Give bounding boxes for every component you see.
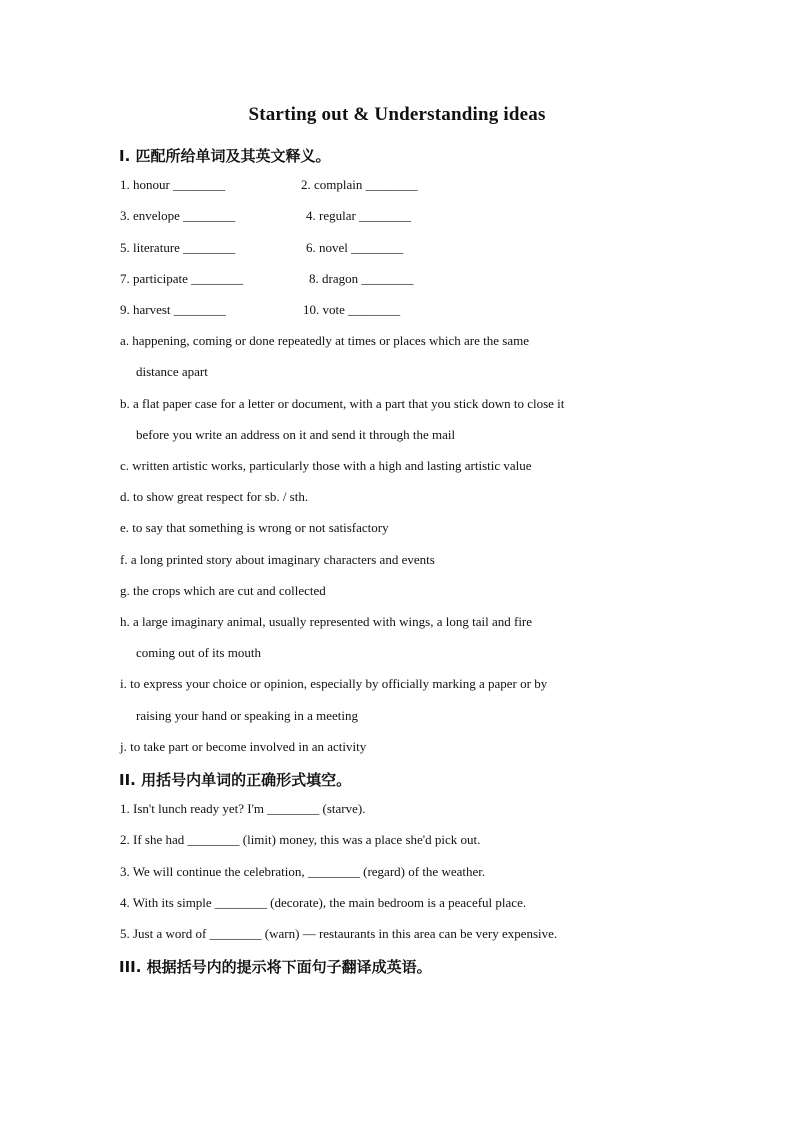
word-item-7: 7. participate ________ bbox=[120, 271, 244, 286]
definition-f: f. a long printed story about imaginary characters and events bbox=[120, 552, 435, 567]
definition-a: a. happening, coming or done repeatedly at times or places which are the same bbox=[120, 333, 529, 348]
definition-h: h. a large imaginary animal, usually represented with wings, a long tail and fire bbox=[120, 614, 533, 629]
page-title: Starting out & Understanding ideas bbox=[248, 104, 546, 125]
word-item-8: 8. dragon ________ bbox=[309, 271, 414, 286]
section-2-heading: II. 用括号内单词的正确形式填空。 bbox=[119, 771, 352, 789]
definition-a-cont: distance apart bbox=[136, 364, 208, 379]
definition-j: j. to take part or become involved in an activity bbox=[120, 739, 367, 754]
definition-h-cont: coming out of its mouth bbox=[136, 645, 261, 660]
fill-item-3: 3. We will continue the celebration, ________ (regard) of the weather. bbox=[120, 864, 486, 879]
word-item-6: 6. novel ________ bbox=[306, 240, 404, 255]
definition-d: d. to show great respect for sb. / sth. bbox=[120, 489, 309, 504]
definition-i-cont: raising your hand or speaking in a meeting bbox=[136, 708, 359, 723]
word-item-2: 2. complain ________ bbox=[301, 177, 418, 192]
definition-g: g. the crops which are cut and collected bbox=[120, 583, 326, 598]
word-item-9: 9. harvest ________ bbox=[120, 302, 226, 317]
definition-e: e. to say that something is wrong or not satisfactory bbox=[120, 520, 389, 535]
section-3-heading: III. 根据括号内的提示将下面句子翻译成英语。 bbox=[119, 958, 432, 976]
fill-item-4: 4. With its simple ________ (decorate), the main bedroom is a peaceful place. bbox=[120, 895, 527, 910]
section-1-heading: I. 匹配所给单词及其英文释义。 bbox=[119, 147, 331, 165]
definition-b: b. a flat paper case for a letter or document, with a part that you stick down to close it bbox=[120, 396, 565, 411]
definition-i: i. to express your choice or opinion, especially by officially marking a paper or by bbox=[120, 676, 548, 691]
definition-c: c. written artistic works, particularly those with a high and lasting artistic value bbox=[120, 458, 532, 473]
word-item-5: 5. literature ________ bbox=[120, 240, 236, 255]
word-item-4: 4. regular ________ bbox=[306, 208, 412, 223]
word-item-10: 10. vote ________ bbox=[303, 302, 401, 317]
fill-item-2: 2. If she had ________ (limit) money, this was a place she'd pick out. bbox=[120, 832, 481, 847]
fill-item-5: 5. Just a word of ________ (warn) — restaurants in this area can be very expensive. bbox=[120, 926, 558, 941]
word-item-3: 3. envelope ________ bbox=[120, 208, 236, 223]
word-item-1: 1. honour ________ bbox=[120, 177, 226, 192]
fill-item-1: 1. Isn't lunch ready yet? I'm ________ (starve). bbox=[120, 801, 366, 816]
definition-b-cont: before you write an address on it and send it through the mail bbox=[136, 427, 456, 442]
